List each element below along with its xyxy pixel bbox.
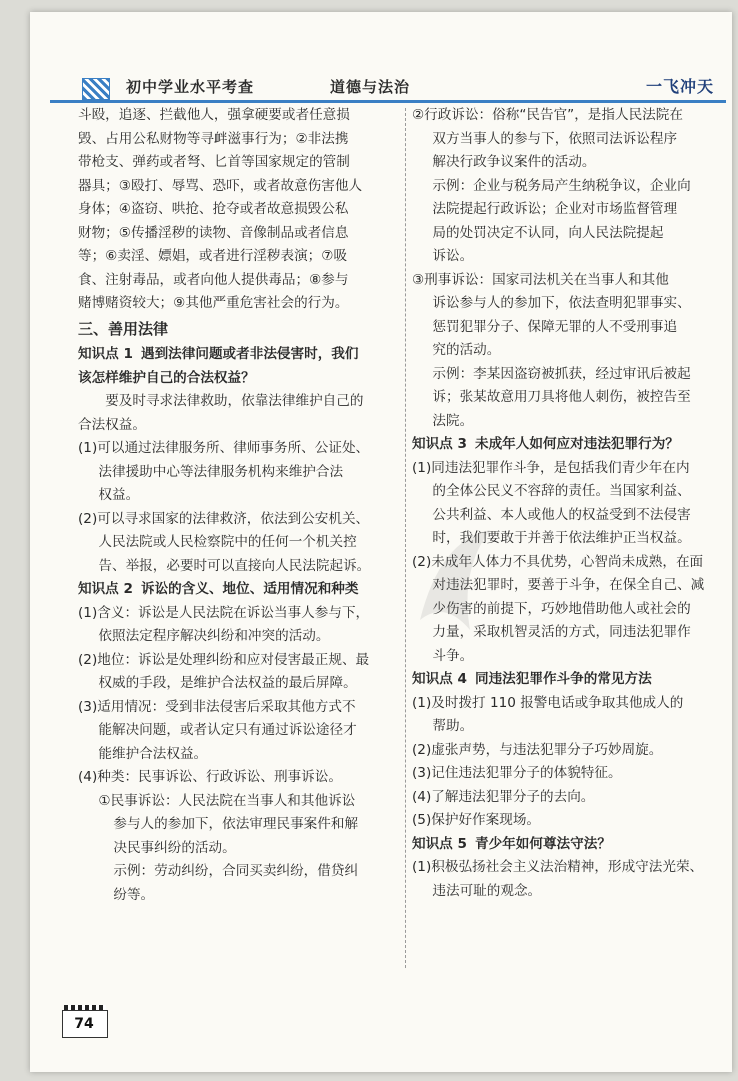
text-line: 器具；③殴打、辱骂、恐吓，或者故意伤害他人 <box>78 177 363 194</box>
text-line: 少伤害的前提下，巧妙地借助他人或社会的 <box>432 600 691 617</box>
text-line: 权威的手段，是维护合法权益的最后屏障。 <box>98 675 357 691</box>
knowledge-point-3-heading <box>412 433 728 457</box>
text-line: 力量，采取机智灵活的方式，同违法犯罪作 <box>432 624 691 640</box>
text-line: 参与人的参加下，依法审理民事案件和解 <box>113 816 359 832</box>
text-line: 示例：企业与税务局产生纳税争议，企业向 <box>432 177 691 194</box>
knowledge-point-5-heading <box>412 833 728 857</box>
knowledge-point-title: 同违法犯罪作斗争的常见方法 <box>474 671 652 687</box>
text-line: 法律援助中心等法律服务机构来维护合法 <box>98 463 344 480</box>
text-line: 局的处罚决定不认同，向人民法院提起 <box>432 224 664 241</box>
knowledge-point-2-heading <box>78 578 403 602</box>
knowledge-point-title: 青少年如何尊法守法？ <box>474 835 611 852</box>
text-line: 等；⑥卖淫、嫖娼，或者进行淫秽表演；⑦吸 <box>78 248 348 264</box>
text-line: 纷等。 <box>113 886 155 903</box>
text-line: ②行政诉讼：俗称“民告官”，是指人民法院在 <box>412 107 683 123</box>
list-item: (4)种类：民事诉讼、行政诉讼、刑事诉讼。 <box>78 769 342 785</box>
text-line: 斗殴，追逐、拦截他人，强拿硬要或者任意损 <box>78 107 350 123</box>
text-line: 要及时寻求法律救助，依靠法律维护自己的 <box>105 393 364 409</box>
text-line: 告、举报，必要时可以直接向人民法院起诉。 <box>98 557 371 574</box>
left-column <box>78 104 403 907</box>
header-logo-icon <box>82 78 110 100</box>
text-line: 诉讼。 <box>432 248 474 264</box>
knowledge-point-title: 该怎样维护自己的合法权益？ <box>78 369 255 386</box>
header-subject: 道德与法治 <box>330 78 411 96</box>
knowledge-point-1-heading <box>78 343 403 367</box>
text-line: 法院提起行政诉讼；企业对市场监督管理 <box>432 201 678 217</box>
text-line: 权益。 <box>98 487 140 503</box>
text-line: 的全体公民义不容辞的责任。当国家利益、 <box>432 483 691 499</box>
text-line: 诉；张某故意用刀具将他人刺伤，被控告至 <box>432 389 691 405</box>
knowledge-point-title: 遇到法律问题或者非法侵害时，我们 <box>140 346 359 362</box>
text-line: 能解决问题，或者认定只有通过诉讼途径才 <box>98 722 357 738</box>
knowledge-point-label: 知识点 1 <box>78 346 133 362</box>
text-line: 身体；④盗窃、哄抢、抢夺或者故意损毁公私 <box>78 201 349 217</box>
text-line: 人民法院或人民检察院中的任何一个机关控 <box>98 534 357 550</box>
text-line: 帮助。 <box>432 718 474 734</box>
text-line: 解决行政争议案件的活动。 <box>432 154 596 170</box>
list-item: (3)适用情况：受到非法侵害后采取其他方式不 <box>78 698 356 715</box>
page-number: 74 <box>74 1016 94 1032</box>
page-header <box>30 70 716 102</box>
list-item: (1)同违法犯罪作斗争，是包括我们青少年在内 <box>412 459 690 476</box>
knowledge-point-title: 诉讼的含义、地位、适用情况和种类 <box>140 581 359 597</box>
list-item: (2)未成年人体力不具优势，心智尚未成熟，在面 <box>412 553 704 570</box>
text-line: 财物；⑤传播淫秽的读物、音像制品或者信息 <box>78 224 349 241</box>
list-item: (2)可以寻求国家的法律救济，依法到公安机关、 <box>78 510 370 527</box>
text-line: 带枪支、弹药或者弩、匕首等国家规定的管制 <box>78 154 350 170</box>
text-line: ①民事诉讼：人民法院在当事人和其他诉讼 <box>98 792 356 809</box>
header-brand: 一飞冲天 <box>646 77 715 96</box>
text-line: 公共利益、本人或他人的权益受到不法侵害 <box>432 506 691 523</box>
text-line: 能维护合法权益。 <box>98 745 208 762</box>
section-title: 三、善用法律 <box>78 319 169 338</box>
text-line: 时，我们要敢于并善于依法维护正当权益。 <box>432 530 691 546</box>
text-line: 决民事纠纷的活动。 <box>113 839 236 856</box>
list-item: (4)了解违法犯罪分子的去向。 <box>412 788 595 805</box>
text-line: 惩罚犯罪分子、保障无罪的人不受刑事追 <box>432 318 678 335</box>
knowledge-point-label: 知识点 2 <box>78 581 133 597</box>
text-line: 双方当事人的参与下，依照司法诉讼程序 <box>432 130 678 147</box>
knowledge-point-4-heading <box>412 668 728 692</box>
text-line: 示例：劳动纠纷，合同买卖纠纷，借贷纠 <box>113 863 359 879</box>
text-line: 示例：李某因盗窃被抓获，经过审讯后被起 <box>432 365 691 382</box>
text-line: 对违法犯罪时，要善于斗争，在保全自己、减 <box>432 577 705 593</box>
text-line: 赌博赌资较大；⑨其他严重危害社会的行为。 <box>78 295 349 311</box>
text-line: 毁、占用公私财物等寻衅滋事行为；②非法携 <box>78 130 349 147</box>
list-item: (1)及时拨打 110 报警电话或争取其他成人的 <box>412 694 684 711</box>
list-item: (3)记住违法犯罪分子的体貌特征。 <box>412 765 622 781</box>
text-line: 合法权益。 <box>78 416 146 433</box>
list-item: (1)可以通过法律服务所、律师事务所、公证处、 <box>78 440 370 456</box>
knowledge-point-label: 知识点 4 <box>412 671 467 687</box>
text-line: 法院。 <box>432 412 474 429</box>
text-line: 究的活动。 <box>432 342 501 358</box>
header-title: 初中学业水平考查 <box>126 78 255 96</box>
right-column <box>412 104 728 903</box>
text-line: 斗争。 <box>432 647 474 664</box>
list-item: (1)含义：诉讼是人民法院在诉讼当事人参与下， <box>78 604 370 621</box>
list-item: (2)地位：诉讼是处理纠纷和应对侵害最正规、最 <box>78 651 370 668</box>
text-line: 违法可耻的观念。 <box>432 882 542 899</box>
list-item: (1)积极弘扬社会主义法治精神，形成守法光荣、 <box>412 859 704 875</box>
knowledge-point-title: 未成年人如何应对违法犯罪行为？ <box>474 436 679 452</box>
text-line: 依照法定程序解决纠纷和冲突的活动。 <box>98 628 330 644</box>
text-line: 食、注射毒品，或者向他人提供毒品；⑧参与 <box>78 271 349 288</box>
knowledge-point-label: 知识点 5 <box>412 835 467 852</box>
watermark-icon <box>400 520 510 650</box>
list-item: (5)保护好作案现场。 <box>412 812 541 828</box>
knowledge-point-label: 知识点 3 <box>412 436 467 452</box>
header-divider <box>50 100 726 103</box>
list-item: (2)虚张声势，与违法犯罪分子巧妙周旋。 <box>412 741 663 758</box>
text-line: 诉讼参与人的参加下，依法查明犯罪事实、 <box>432 295 691 311</box>
text-line: ③刑事诉讼：国家司法机关在当事人和其他 <box>412 271 669 288</box>
